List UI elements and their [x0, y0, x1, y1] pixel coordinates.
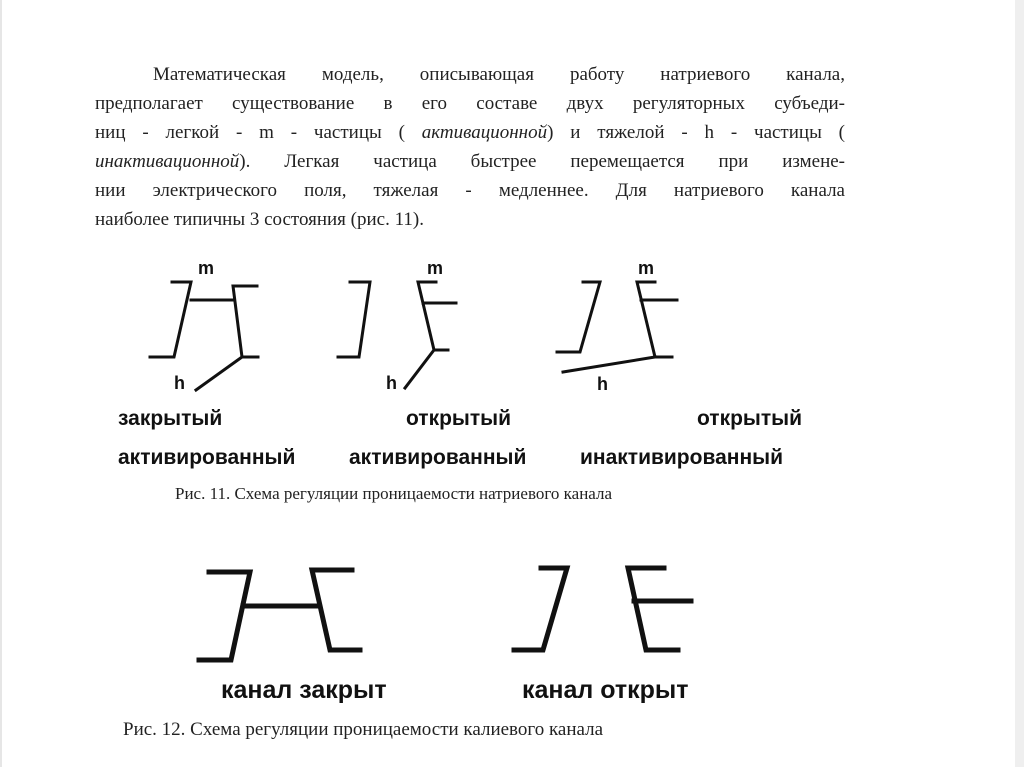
- na-channel-open-activated-diagram: [338, 282, 456, 388]
- m-particle-label-1: m: [198, 258, 215, 278]
- h-gate-bar: [563, 357, 655, 372]
- figure-11-caption: Рис. 11. Схема регуляции проницаемости натриевого канала: [175, 484, 613, 503]
- channel-left-wall: [514, 568, 567, 650]
- channel-right-wall: [233, 286, 258, 357]
- figure-12-caption: Рис. 12. Схема регуляции проницаемости калиевого канала: [123, 719, 604, 740]
- state-2-line-1: открытый: [406, 407, 511, 430]
- paragraph-line-3-start: ниц - легкой - m - частицы (: [95, 122, 422, 143]
- k-channel-open-label: канал открыт: [522, 676, 689, 704]
- h-particle-label-3: h: [597, 374, 608, 394]
- channel-right-wall: [628, 568, 678, 650]
- state-3-line-2: инактивированный: [580, 446, 783, 469]
- channel-left-wall: [199, 572, 250, 660]
- channel-right-wall: [312, 570, 360, 650]
- paragraph-line-1: Математическая модель, описывающая работу натриевого канала,: [153, 64, 845, 85]
- k-channel-closed-diagram: [199, 570, 360, 660]
- state-3-line-1: открытый: [697, 407, 802, 430]
- na-channel-open-inactivated-diagram: [557, 282, 677, 372]
- k-channel-closed-label: канал закрыт: [221, 676, 387, 704]
- paragraph-line-2: предполагает существование в его составе двух регуляторных субъеди-: [95, 93, 845, 114]
- channel-left-wall: [557, 282, 600, 352]
- paragraph-line-3-end: ) и тяжелой - h - частицы (: [547, 122, 846, 143]
- m-particle-label-2: m: [427, 258, 444, 278]
- h-gate-link: [405, 350, 434, 388]
- channel-left-wall: [338, 282, 370, 357]
- paragraph-line-5: нии электрического поля, тяжелая - медленнее. Для натриевого канала: [95, 180, 845, 201]
- m-particle-label-3: m: [638, 258, 655, 278]
- h-particle-label-1: h: [174, 373, 185, 393]
- na-channel-closed-activated-diagram: [150, 282, 258, 390]
- channel-left-wall: [150, 282, 191, 357]
- h-gate-link: [196, 357, 242, 390]
- state-2-line-2: активированный: [349, 446, 527, 469]
- k-channel-open-diagram: [514, 568, 691, 650]
- paragraph-line-4-end: ). Легкая частица быстрее перемещается при измене-: [239, 151, 845, 172]
- paragraph-line-6: наиболее типичны 3 состояния (рис. 11).: [95, 209, 424, 230]
- channel-right-wall: [637, 282, 672, 357]
- term-inactivation: инактивационной: [95, 151, 240, 172]
- h-particle-label-2: h: [386, 373, 397, 393]
- channel-right-wall: [418, 282, 448, 350]
- term-activation: активационной: [421, 122, 548, 143]
- state-1-line-2: активированный: [118, 446, 296, 469]
- state-1-line-1: закрытый: [118, 407, 223, 430]
